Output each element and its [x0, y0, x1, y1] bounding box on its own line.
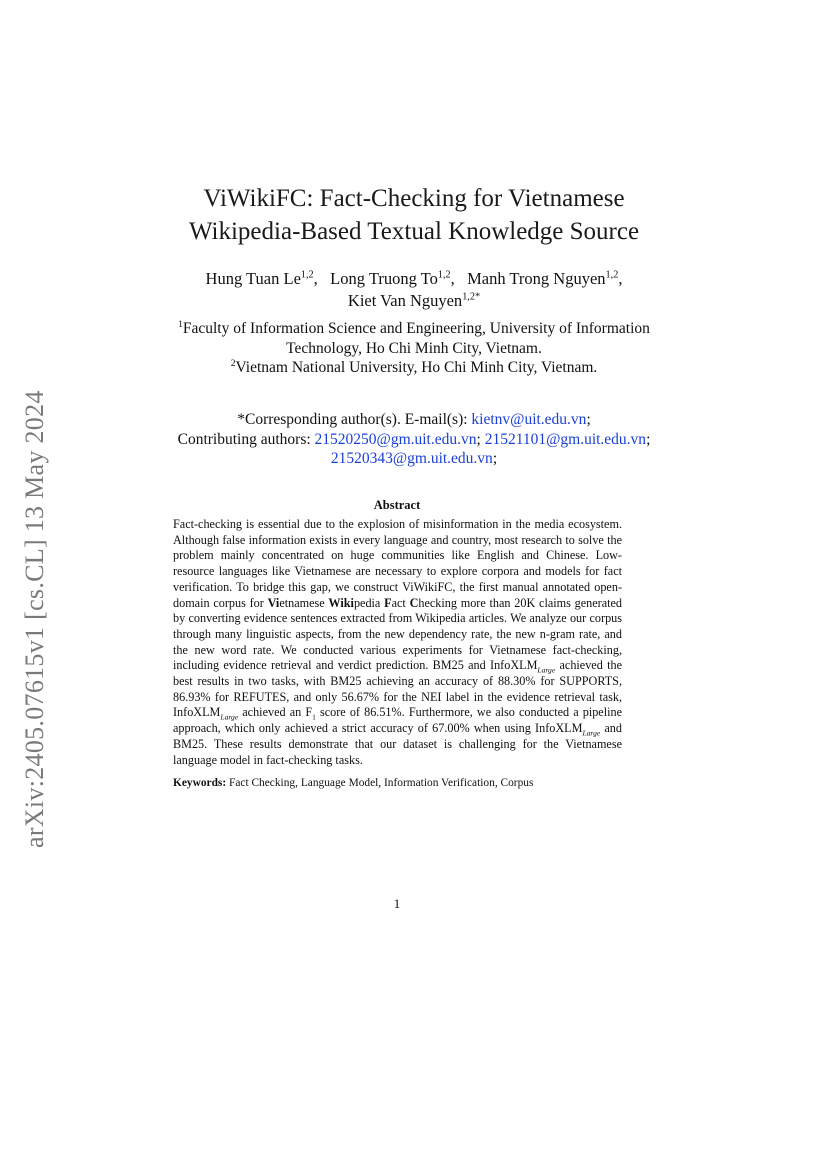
author-name: Manh Trong Nguyen [467, 269, 606, 288]
title-line-1: ViWikiFC: Fact-Checking for Vietnamese [203, 185, 625, 212]
author-name: Kiet Van Nguyen [347, 291, 463, 310]
contributor-email-link[interactable]: 21520343@gm.uit.edu.vn [330, 450, 493, 467]
author-name: Hung Tuan Le [205, 269, 301, 288]
author-affiliation-mark: 1,2* [462, 291, 481, 303]
author-line-2 [0, 290, 828, 312]
abstract-heading: Abstract [373, 498, 421, 512]
keywords-list: Fact Checking, Language Model, Information Verification, Corpus [226, 777, 534, 789]
author-affiliation-mark: 1,2 [605, 269, 619, 281]
keywords [173, 776, 622, 791]
contributor-email-link[interactable]: 21520250@gm.uit.edu.vn [314, 430, 477, 448]
author-affiliation-mark: 1,2 [437, 269, 451, 281]
contributing-authors-line-2: 21520343@gm.uit.edu.vn; [330, 450, 498, 467]
page-number: 1 [393, 896, 401, 911]
affiliations [0, 319, 828, 378]
author-line-1: Hung Tuan Le$^{1,2}$, Long Truong To$^{1,2}$, Manh Trong Nguyen$^{1,2}$, [205, 269, 623, 288]
contact-emails [0, 410, 828, 469]
author-list [0, 268, 828, 312]
affiliation-1: $^1$Faculty of Information Science and Engineering, University of Information [178, 318, 650, 337]
keywords-label: Keywords: [173, 777, 227, 789]
title-line-2: Wikipedia-Based Textual Knowledge Source [188, 218, 640, 245]
affiliation-1-cont: Technology, Ho Chi Minh City, Vietnam. [286, 339, 542, 357]
corresponding-author-line: *Corresponding author(s). E-mail(s): kietnv@uit.edu.vn; [237, 411, 591, 428]
author-affiliation-mark: 1,2 [300, 269, 314, 281]
affiliation-2: $^2$Vietnam National University, Ho Chi Minh City, Vietnam. [230, 357, 598, 376]
corresponding-email-link[interactable]: kietnv@uit.edu.vn [471, 411, 587, 428]
paper-title [0, 182, 828, 248]
abstract-body: Fact-checking is essential due to the explosion of misinformation in the media ecosystem. Although false information exists in every language and country, most research to solve the problem mainly concentrated on huge communities like English and Chinese. Low-resource languages like Vietnamese are necessary to explore corpora and models for fact verification. To bridge this gap, we construct ViWikiFC, the first manual annotated open-domain corpus for Vietnamese Wikipedia Fact Checking more than 20K claims generated by converting evidence sentences extracted from Wikipedia articles. We analyze our corpus through many linguistic aspects, from the new dependency rate, the new n-gram rate, and the new word rate. We conducted various experiments for Vietnamese fact-checking, including evidence retrieval and verdict prediction. BM25 and InfoXLM$_{Large}$ achieved the best results in two tasks, with BM25 achieving an accuracy of 88.30% for SUPPORTS, 86.93% for REFUTES, and only 56.67% for the NEI label in the evidence retrieval task, InfoXLM$_{Large}$ achieved an $F_1$ score of 86.51%. Furthermore, we also conducted a pipeline approach, which only achieved a strict accuracy of 67.00% when using InfoXLM$_{Large}$ and BM25. These results demonstrate that our dataset is challenging for the Vietnamese language model in fact-checking tasks. [173, 517, 622, 767]
author-name: Long Truong To [330, 269, 438, 288]
arxiv-identifier: arXiv:2405.07615v1 [cs.CL] 13 May 2024 [20, 390, 49, 848]
contributing-authors-line: Contributing authors: 21520250@gm.uit.edu.vn; 21521101@gm.uit.edu.vn; [177, 430, 651, 448]
contributor-email-link[interactable]: 21521101@gm.uit.edu.vn [484, 430, 647, 448]
